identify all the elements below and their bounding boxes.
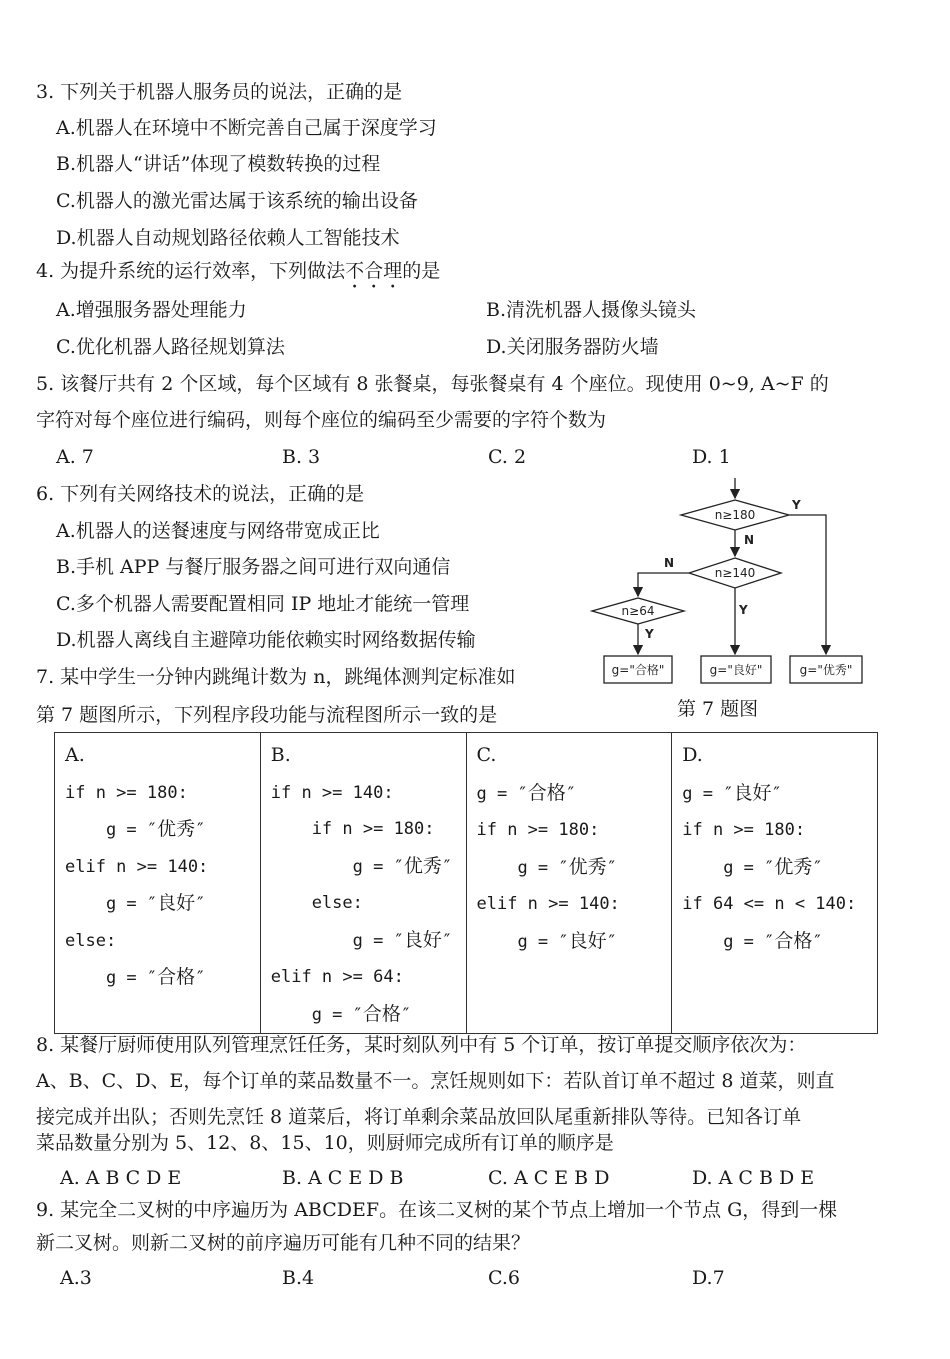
q3-stem: 3. 下列关于机器人服务员的说法，正确的是	[36, 81, 403, 103]
code-line: else:	[65, 930, 117, 951]
code-quote: ″	[195, 820, 206, 840]
code-line: if n >= 180:	[270, 819, 435, 839]
code-line: g = ″	[476, 783, 528, 804]
flowchart	[590, 478, 880, 688]
code-quote: ″	[565, 783, 576, 804]
code-quote: ″	[441, 930, 453, 951]
q3-option-a: A.机器人在环境中不断完善自己属于深度学习	[56, 117, 437, 139]
emphasis-char: 合	[364, 260, 384, 282]
q8-option-c: C. A C E B D	[488, 1167, 610, 1189]
code-line: g = ″	[270, 1004, 363, 1025]
d1-no-label: N	[744, 533, 755, 547]
q9-option-c: C.6	[488, 1267, 520, 1289]
code-line: g = ″	[682, 931, 775, 952]
emphasis-not-reasonable	[345, 260, 402, 282]
code-string: 优秀	[568, 855, 607, 878]
code-string: 合格	[157, 966, 196, 988]
q3-option-c: C.机器人的激光雷达属于该系统的输出设备	[56, 190, 418, 212]
q8-stem-line1: 8. 某餐厅厨师使用队列管理烹饪任务，某时刻队列中有 5 个订单，按订单提交顺序依次为：	[36, 1034, 807, 1056]
code-string: 良好	[733, 781, 772, 804]
arrow-d2-no	[638, 573, 689, 596]
code-quote: ″	[606, 857, 617, 878]
q7-options-table	[54, 732, 878, 1034]
q4-option-b: B.清洗机器人摄像头镜头	[486, 299, 697, 321]
code-string: 良好	[568, 929, 607, 952]
q6-option-b: B.手机 APP 与餐厅服务器之间可进行双向通信	[56, 556, 451, 578]
code-line: g = ″	[270, 856, 404, 877]
emphasis-char: 理	[383, 260, 403, 282]
code-quote: ″	[771, 783, 782, 804]
q7-option-a-label: A.	[65, 744, 85, 766]
q9-option-d: D.7	[692, 1267, 725, 1289]
q4-option-a: A.增强服务器处理能力	[56, 299, 247, 321]
code-quote: ″	[195, 894, 206, 914]
q4-option-c: C.优化机器人路径规划算法	[56, 336, 285, 358]
q9-option-a: A.3	[60, 1267, 92, 1289]
result-pass-label: g="合格"	[611, 663, 665, 677]
code-line: if n >= 180:	[682, 820, 806, 840]
arrow-d1-yes	[789, 515, 826, 654]
q8-stem-line2: A、B、C、D、E，每个订单的菜品数量不一。烹饪规则如下：若队首订单不超过 8 道菜，则直	[36, 1070, 835, 1092]
q4-option-d: D.关闭服务器防火墙	[486, 336, 659, 358]
code-string: 优秀	[157, 818, 196, 840]
code-string: 合格	[362, 1002, 401, 1025]
q6-stem: 6. 下列有关网络技术的说法，正确的是	[36, 483, 365, 505]
code-quote: ″	[812, 857, 823, 878]
decision-n180-label: n≥180	[714, 508, 756, 522]
decision-n64-label: n≥64	[621, 604, 655, 618]
code-quote: ″	[606, 931, 617, 952]
code-line: g = ″	[65, 894, 158, 914]
q7-option-c-label: C.	[476, 744, 497, 766]
q7-option-d-cell	[672, 733, 878, 1034]
code-line: if n >= 180:	[65, 782, 188, 803]
q8-stem-line4: 菜品数量分别为 5、12、8、15、10，则厨师完成所有订单的顺序是	[36, 1132, 614, 1154]
decision-n140-label: n≥140	[714, 566, 756, 580]
d2-yes-label: Y	[739, 603, 748, 617]
emphasis-char: 不	[345, 260, 365, 282]
q7-option-d-code	[672, 733, 877, 960]
q5-option-c: C. 2	[488, 446, 527, 468]
q7-option-d-label: D.	[682, 744, 703, 766]
code-line: g = ″	[65, 820, 158, 840]
q5-option-b: B. 3	[282, 446, 321, 468]
code-quote: ″	[195, 968, 206, 988]
q9-option-b: B.4	[282, 1267, 315, 1289]
code-string: 合格	[774, 929, 813, 952]
q4-stem: 4. 为提升系统的运行效率，下列做法不合理的是	[36, 260, 441, 282]
code-line: g = ″	[682, 783, 734, 804]
q7-option-b-code	[261, 733, 466, 1033]
code-string: 合格	[527, 781, 566, 804]
code-quote: ″	[441, 856, 453, 877]
result-excellent-label: g="优秀"	[799, 663, 853, 677]
code-string: 良好	[403, 928, 442, 951]
q5-option-a: A. 7	[56, 446, 94, 468]
result-good-label: g="良好"	[709, 663, 763, 677]
code-line: elif n >= 64:	[270, 967, 404, 987]
code-line: if n >= 180:	[476, 820, 600, 840]
code-line: if n >= 140:	[270, 782, 394, 803]
q3-option-b: B.机器人“讲话”体现了模数转换的过程	[56, 153, 381, 175]
code-line: g = ″	[682, 857, 775, 878]
q8-option-b: B. A C E D B	[282, 1167, 404, 1189]
q3-option-d: D.机器人自动规划路径依赖人工智能技术	[56, 227, 400, 249]
q5-stem-line1: 5. 该餐厅共有 2 个区域，每个区域有 8 张餐桌，每张餐桌有 4 个座位。现使用 0~9, A~F 的	[36, 373, 829, 395]
q8-option-d: D. A C B D E	[692, 1167, 815, 1189]
q7-option-a-code	[55, 733, 260, 997]
code-string: 良好	[157, 892, 196, 914]
code-string: 优秀	[403, 854, 442, 877]
code-line: else:	[270, 893, 363, 913]
code-line: elif n >= 140:	[65, 856, 209, 877]
q9-stem-line2: 新二叉树。则新二叉树的前序遍历可能有几种不同的结果？	[36, 1232, 531, 1254]
q7-stem-line2: 第 7 题图所示，下列程序段功能与流程图所示一致的是	[36, 704, 498, 726]
code-line: g = ″	[476, 931, 569, 952]
code-line: g = ″	[65, 968, 158, 988]
q7-option-b-label: B.	[270, 744, 291, 766]
figure-caption: 第 7 题图	[677, 698, 759, 720]
q7-stem-line1: 7. 某中学生一分钟内跳绳计数为 n，跳绳体测判定标准如	[36, 666, 516, 688]
code-line: g = ″	[270, 930, 404, 951]
q7-option-c-cell	[466, 733, 672, 1034]
code-quote: ″	[812, 931, 823, 952]
q6-option-a: A.机器人的送餐速度与网络带宽成正比	[56, 520, 380, 542]
q6-option-c: C.多个机器人需要配置相同 IP 地址才能统一管理	[56, 593, 470, 615]
code-line: elif n >= 140:	[476, 894, 620, 914]
q5-option-d: D. 1	[692, 446, 731, 468]
q5-stem-line2: 字符对每个座位进行编码，则每个座位的编码至少需要的字符个数为	[36, 409, 607, 431]
q7-option-b-cell	[260, 733, 466, 1034]
q9-stem-line1: 9. 某完全二叉树的中序遍历为 ABCDEF。在该二叉树的某个节点上增加一个节点 G，得到一棵	[36, 1199, 838, 1221]
d3-yes-label: Y	[645, 627, 654, 641]
d2-no-label: N	[664, 556, 675, 570]
code-line: g = ″	[476, 857, 569, 878]
q8-option-a: A. A B C D E	[60, 1167, 182, 1189]
q7-option-a-cell	[55, 733, 261, 1034]
q6-option-d: D.机器人离线自主避障功能依赖实时网络数据传输	[56, 629, 476, 651]
q7-option-c-code	[467, 733, 672, 960]
code-quote: ″	[400, 1004, 412, 1025]
q8-stem-line3: 接完成并出队；否则先烹饪 8 道菜后，将订单剩余菜品放回队尾重新排队等待。已知各订单	[36, 1106, 802, 1128]
d1-yes-label: Y	[792, 498, 801, 512]
code-string: 优秀	[774, 855, 813, 878]
code-line: if 64 <= n < 140:	[682, 894, 857, 914]
